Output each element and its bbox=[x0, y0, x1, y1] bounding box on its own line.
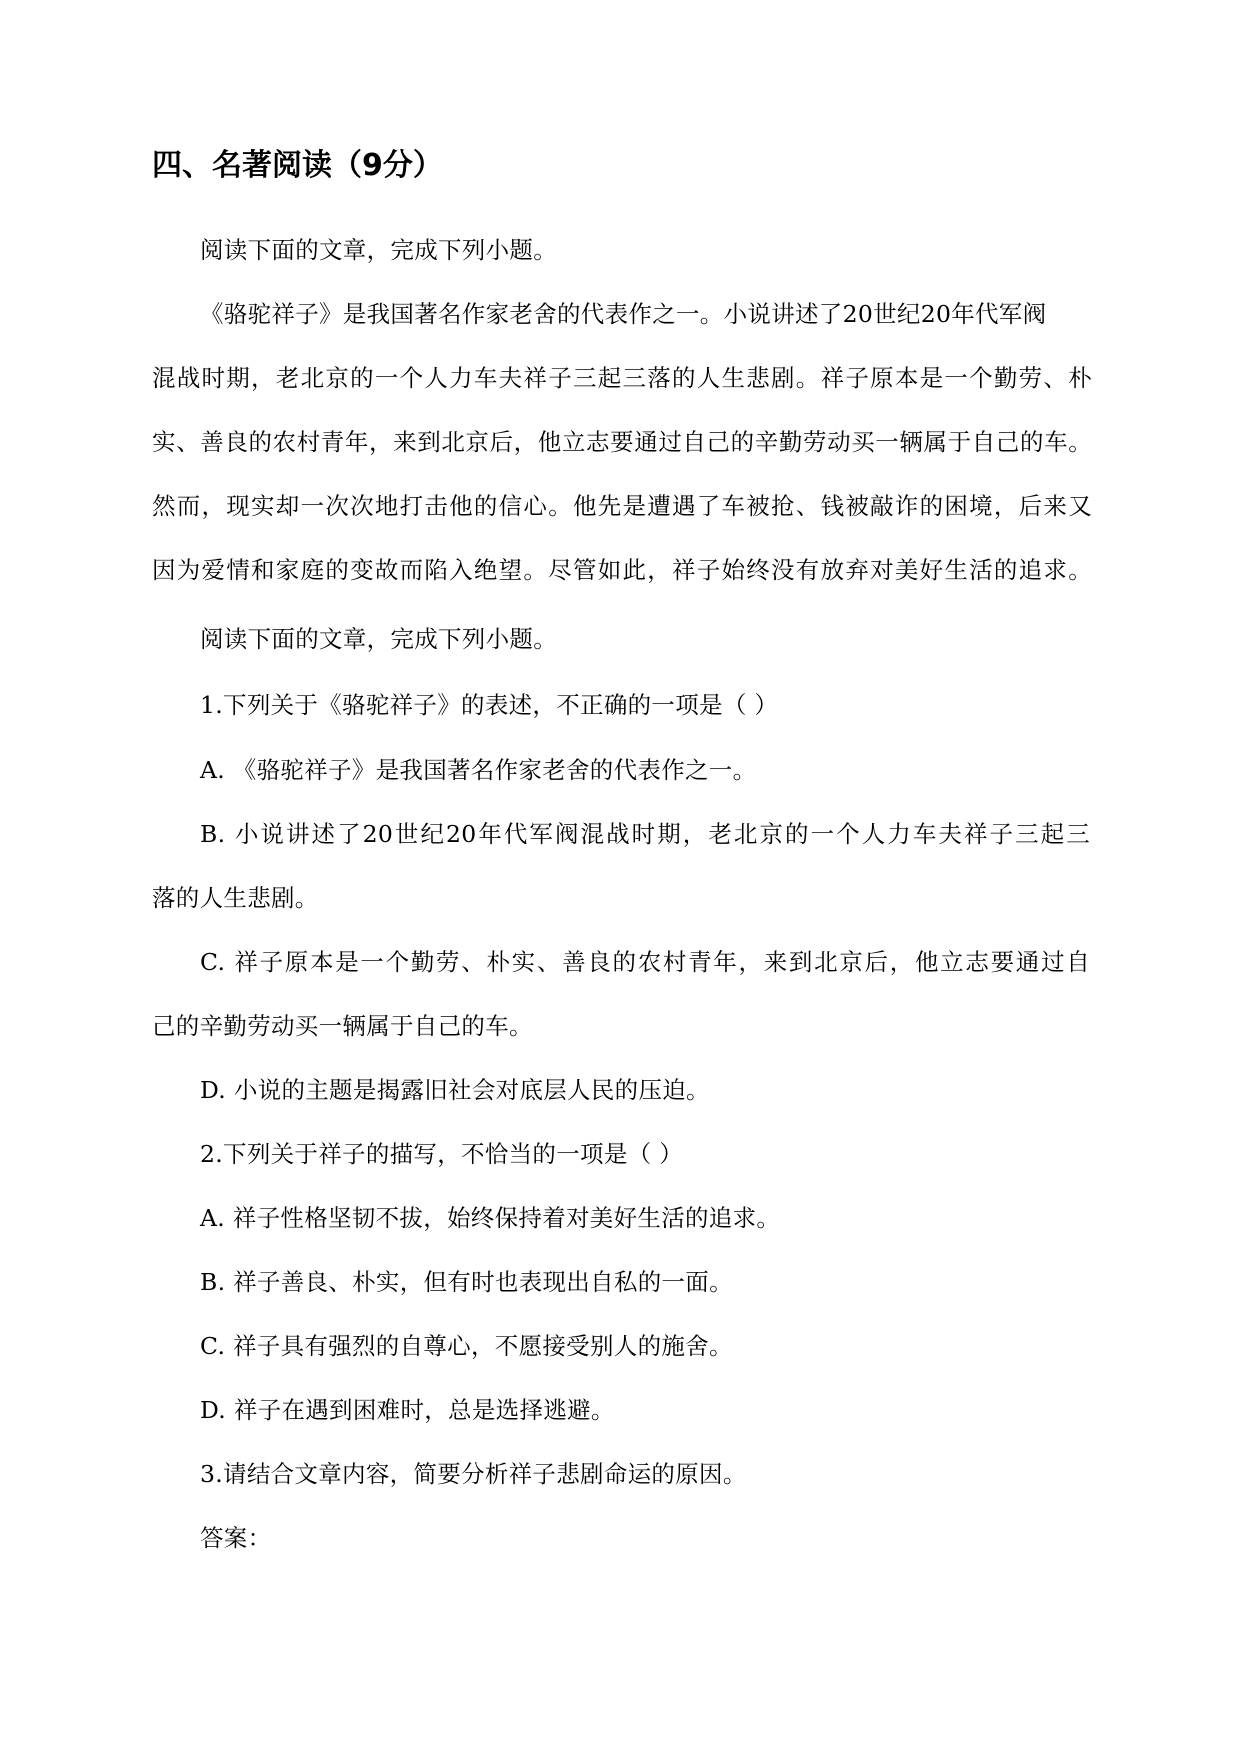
answer-label: 答案： bbox=[200, 1524, 272, 1552]
question-2-option-c: C. 祥子具有强烈的自尊心，不愿接受别人的施舍。 bbox=[200, 1332, 733, 1360]
reading-instruction: 阅读下面的文章，完成下列小题。 bbox=[200, 236, 557, 264]
question-3: 3.请结合文章内容，简要分析祥子悲剧命运的原因。 bbox=[200, 1460, 747, 1488]
question-1-option-a: A. 《骆驼祥子》是我国著名作家老舍的代表作之一。 bbox=[200, 756, 757, 784]
section-heading: 四、名著阅读（9分） bbox=[152, 148, 443, 183]
question-1-option-c-cont: 己的辛勤劳动买一辆属于自己的车。 bbox=[152, 1012, 533, 1040]
passage-line: 然而，现实却一次次地打击他的信心。他先是遭遇了车被抢、钱被敲诈的困境，后来又 bbox=[152, 492, 1092, 520]
question-2-option-d: D. 祥子在遇到困难时，总是选择逃避。 bbox=[200, 1396, 615, 1424]
reading-instruction: 阅读下面的文章，完成下列小题。 bbox=[200, 625, 557, 653]
question-1-option-c: C. 祥子原本是一个勤劳、朴实、善良的农村青年，来到北京后，他立志要通过自 bbox=[200, 948, 1090, 976]
question-2: 2.下列关于祥子的描写，不恰当的一项是（ ） bbox=[200, 1140, 683, 1168]
passage-line: 《骆驼祥子》是我国著名作家老舍的代表作之一。小说讲述了20世纪20年代军阀 bbox=[200, 300, 1047, 328]
passage-line: 因为爱情和家庭的变故而陷入绝望。尽管如此，祥子始终没有放弃对美好生活的追求。 bbox=[152, 556, 1092, 584]
passage-line: 混战时期，老北京的一个人力车夫祥子三起三落的人生悲剧。祥子原本是一个勤劳、朴 bbox=[152, 364, 1092, 392]
question-2-option-b: B. 祥子善良、朴实，但有时也表现出自私的一面。 bbox=[200, 1268, 733, 1296]
question-1-option-b-cont: 落的人生悲剧。 bbox=[152, 884, 319, 912]
question-2-option-a: A. 祥子性格坚韧不拔，始终保持着对美好生活的追求。 bbox=[200, 1204, 781, 1232]
question-1: 1.下列关于《骆驼祥子》的表述，不正确的一项是（ ） bbox=[200, 691, 779, 719]
question-1-option-d: D. 小说的主题是揭露旧社会对底层人民的压迫。 bbox=[200, 1076, 710, 1104]
passage-line: 实、善良的农村青年，来到北京后，他立志要通过自己的辛勤劳动买一辆属于自己的车。 bbox=[152, 428, 1092, 456]
question-1-option-b: B. 小说讲述了20世纪20年代军阀混战时期，老北京的一个人力车夫祥子三起三 bbox=[200, 820, 1090, 848]
